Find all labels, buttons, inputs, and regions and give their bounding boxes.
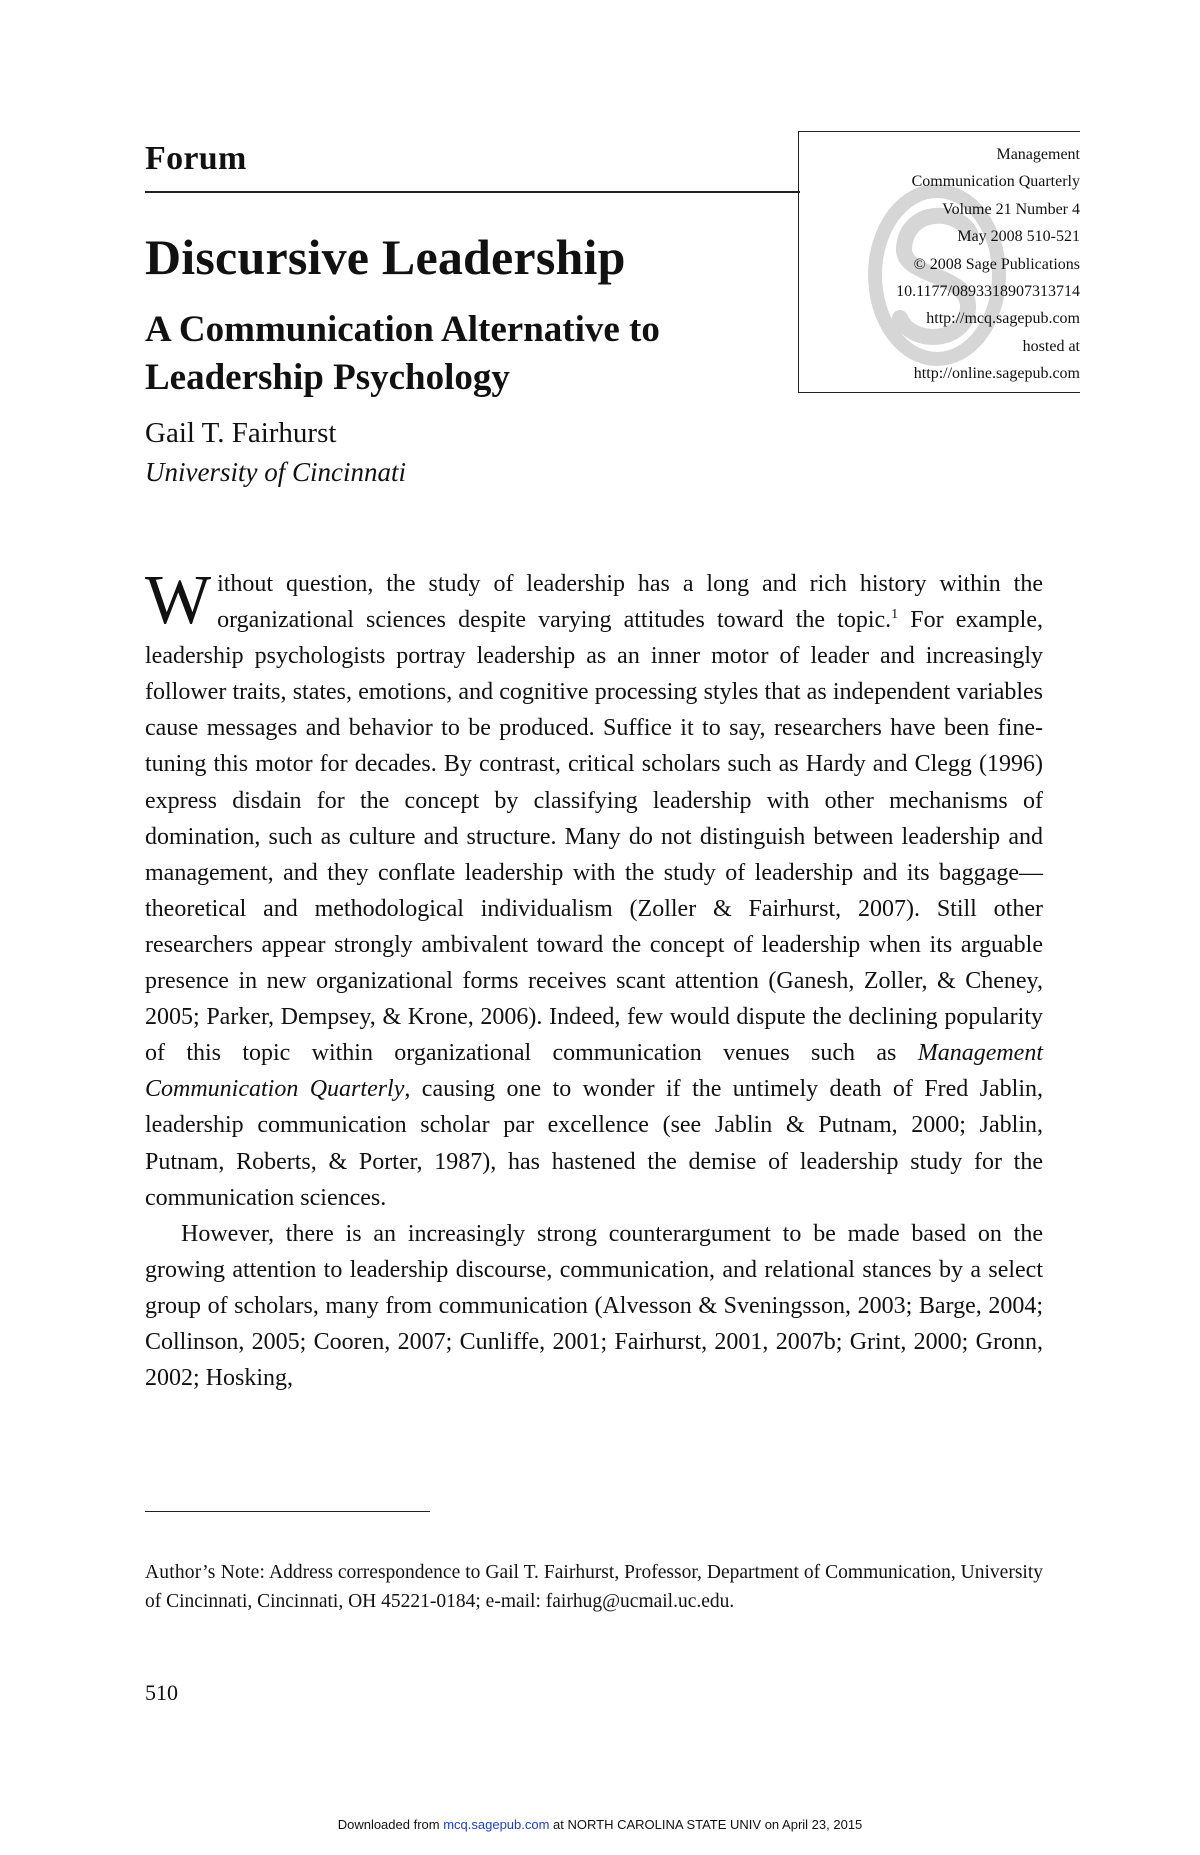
journal-info-lines bbox=[896, 141, 1080, 388]
author-affiliation: University of Cincinnati bbox=[145, 457, 406, 487]
journal-url[interactable]: http://mcq.sagepub.com bbox=[926, 310, 1080, 328]
download-suffix: at NORTH CAROLINA STATE UNIV on April 23, 2015 bbox=[549, 1817, 863, 1832]
subtitle-line-1: A Communication Alternative to bbox=[145, 309, 660, 350]
journal-date-pages: May 2008 510-521 bbox=[957, 228, 1080, 246]
subtitle-line-2: Leadership Psychology bbox=[145, 357, 510, 398]
download-prefix: Downloaded from bbox=[337, 1817, 444, 1832]
download-notice bbox=[0, 1817, 1200, 1832]
paragraph-1-part-c: , causing one to wonder if the untimely death of Fred Jablin, leadership communication scholar par excellence (see Jablin & Putnam, 2000; Jablin, Putnam, Roberts, & Porter, 1987), has hastened the demise of leadership study for the communication sciences. bbox=[145, 1076, 1044, 1211]
drop-cap: W bbox=[145, 562, 212, 639]
paragraph-1-part-a: ithout question, the study of leadership has a long and rich history within the organizational sciences despite varying attitudes toward the topic. bbox=[217, 571, 1043, 634]
paragraph-1 bbox=[145, 562, 1044, 1216]
journal-doi: 10.1177/0893318907313714 bbox=[896, 283, 1080, 301]
page-number: 510 bbox=[145, 1680, 178, 1705]
article-subtitle bbox=[145, 306, 660, 402]
paragraph-1-part-b: For example, leadership psychologists portray leadership as an inner motor of leader and increasingly follower traits, states, emotions, and cognitive processing styles that as independent variables cause messages and behavior to be produced. Suffice it to say, researchers have been fine-tuning this motor for decades. By contrast, critical scholars such as Hardy and Clegg (1996) express disdain for the concept by classifying leadership with other mechanisms of domination, such as culture and structure. Many do not distinguish between leadership and management, and they conflate leadership with the study of leadership and its baggage—theoretical and methodological individualism (Zoller & Fairhurst, 2007). Still other researchers appear strongly ambivalent toward the concept of leadership when its arguable presence in new organizational forms receives scant attention (Ganesh, Zoller, & Cheney, 2005; Parker, Dempsey, & Krone, 2006). Indeed, few would dispute the declining popularity of this topic within organizational communication venues such as bbox=[145, 607, 1043, 1067]
journal-host-url[interactable]: http://online.sagepub.com bbox=[913, 365, 1080, 383]
author-note-label: Author’s Note: bbox=[145, 1562, 266, 1583]
journal-name: Management bbox=[996, 146, 1080, 163]
journal-name-2: Communication Quarterly bbox=[911, 173, 1080, 191]
article-body bbox=[145, 562, 1044, 1396]
download-link[interactable]: mcq.sagepub.com bbox=[443, 1817, 550, 1832]
author-note-text: Address correspondence to Gail T. Fairhurst, Professor, Department of Communication, University of Cincinnati, Cincinnati, OH 45221-0184; e-mail: fairhug@ucmail.uc.edu. bbox=[145, 1562, 1043, 1612]
author-name: Gail T. Fairhurst bbox=[145, 417, 337, 449]
author-note bbox=[145, 1559, 1043, 1616]
journal-title-mention: Management Communication Quarterly bbox=[145, 1040, 1043, 1103]
paragraph-2: However, there is an increasingly strong counterargument to be made based on the growing attention to leadership discourse, communication, and relational stances by a select group of scholars, many from communication (Alvesson & Sveningsson, 2003; Barge, 2004; Collinson, 2005; Cooren, 2007; Cunliffe, 2001; Fairhurst, 2001, 2007b; Grint, 2000; Gronn, 2002; Hosking, bbox=[145, 1220, 1043, 1392]
footnote-marker[interactable]: 1 bbox=[891, 607, 899, 623]
journal-copyright: © 2008 Sage Publications bbox=[913, 255, 1080, 273]
header-rule bbox=[145, 191, 800, 193]
footnote-rule bbox=[145, 1511, 430, 1512]
journal-volume: Volume 21 Number 4 bbox=[942, 200, 1080, 218]
section-label: Forum bbox=[145, 140, 247, 177]
article-title: Discursive Leadership bbox=[145, 229, 626, 285]
journal-hosted-at: hosted at bbox=[1022, 337, 1080, 355]
